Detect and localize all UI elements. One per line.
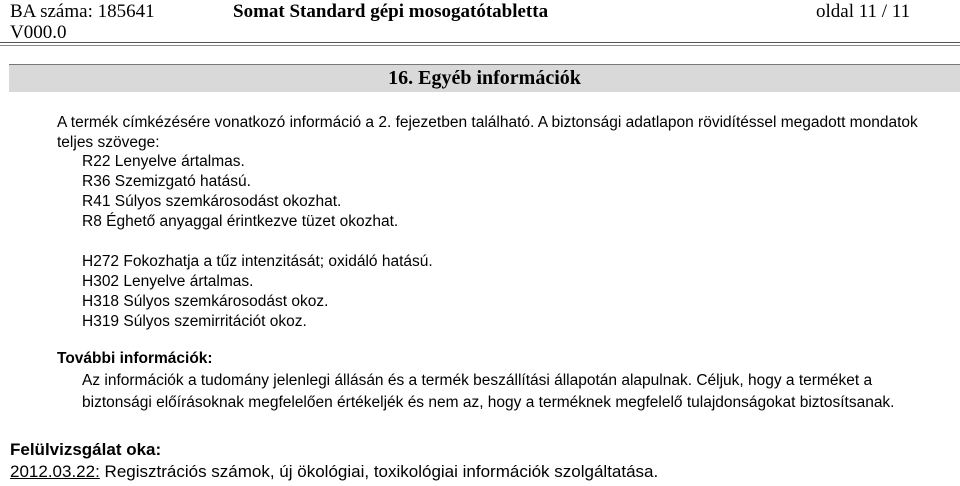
further-info-line-1: Az információk a tudomány jelenlegi állásán és a termék beszállítási állapotán alapulnak. Céljuk, hogy a terméket a [82, 372, 873, 389]
review-line [10, 462, 658, 482]
h-phrase: H318 Súlyos szemkárosodást okoz. [82, 293, 329, 310]
review-text: Regisztrációs számok, új ökológiai, toxikológiai információk szolgáltatása. [99, 462, 659, 481]
h-phrase: H319 Súlyos szemirritációt okoz. [82, 313, 307, 330]
page-number: oldal 11 / 11 [816, 1, 911, 22]
intro-line-1: A termék címkézésére vonatkozó információ a 2. fejezetben található. A biztonsági adatlapon rövidítéssel megadott mondatok [57, 114, 918, 131]
further-info-line-2: biztonsági előírásoknak megfelelően értékeljék és nem az, hogy a terméknek megfelelő tulajdonságokat biztosítsanak. [82, 394, 895, 411]
review-heading: Felülvizsgálat oka: [10, 440, 162, 459]
section-header-bar [9, 64, 960, 92]
r-phrase: R36 Szemizgató hatású. [82, 173, 251, 190]
further-info-heading: További információk: [57, 350, 213, 367]
review-date: 2012.03.22: [10, 462, 100, 481]
ba-number: BA száma: 185641 [10, 1, 155, 22]
version: V000.0 [10, 22, 67, 43]
header-divider-secondary [0, 45, 960, 46]
r-phrase: R41 Súlyos szemkárosodást okozhat. [82, 193, 342, 210]
header-divider [0, 42, 960, 43]
intro-line-2: teljes szövege: [57, 134, 160, 151]
section-title: 16. Egyéb információk [388, 67, 581, 89]
r-phrase: R22 Lenyelve ártalmas. [82, 153, 245, 170]
h-phrase: H302 Lenyelve ártalmas. [82, 273, 254, 290]
h-phrase: H272 Fokozhatja a tűz intenzitását; oxidáló hatású. [82, 253, 433, 270]
r-phrase: R8 Éghető anyaggal érintkezve tüzet okozhat. [82, 213, 399, 230]
product-title: Somat Standard gépi mosogatótabletta [233, 1, 549, 22]
